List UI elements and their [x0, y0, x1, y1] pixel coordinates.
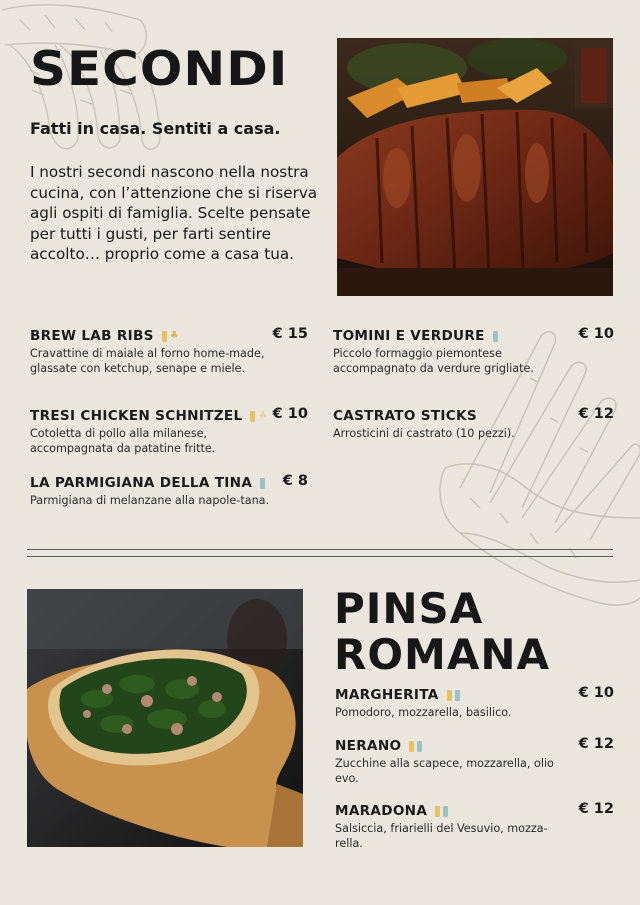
menu-item-margherita: [335, 685, 614, 720]
beer-pairing-tags: [435, 806, 448, 817]
item-price: € 15: [272, 326, 308, 342]
beer-pairing-tags: [250, 411, 267, 422]
beer-pairing-tags: [409, 741, 422, 752]
item-description: Arrosticini di castrato (10 pezzi).: [333, 427, 515, 440]
item-name: LA PARMIGIANA DELLA TINA: [30, 475, 253, 491]
menu-item-maradona: [335, 801, 614, 851]
beer-glass-icon: [162, 331, 167, 342]
item-price: € 8: [282, 473, 308, 489]
beer-glass-icon: [409, 741, 414, 752]
item-description: Piccolo formaggio piemontese accompagnato da verdure grigliate.: [333, 347, 534, 375]
item-price: € 12: [578, 406, 614, 422]
beer-glass-icon: [435, 806, 440, 817]
menu-item-brew-lab-ribs: [30, 326, 308, 376]
beer-pairing-tags: [447, 690, 460, 701]
menu-item-nerano: [335, 736, 614, 786]
item-description: Pomodoro, mozzarella, basilico.: [335, 706, 512, 719]
section-divider-bottom: [27, 556, 613, 557]
item-description: Parmigiana di melanzane alla napole-tana.: [30, 494, 270, 507]
ipa-glass-icon: [417, 741, 422, 752]
item-description: Zucchine alla scapece, mozzarella, olio evo.: [335, 757, 554, 785]
item-price: € 10: [578, 326, 614, 342]
item-name: MARADONA: [335, 803, 428, 819]
beer-glass-icon: [250, 411, 255, 422]
item-price: € 12: [578, 736, 614, 752]
item-name: TRESI CHICKEN SCHNITZEL: [30, 408, 243, 424]
beer-pairing-tags: [162, 331, 179, 342]
pinsa-romana-title: [334, 586, 550, 678]
ipa-glass-icon: [455, 690, 460, 701]
pinsa-title-line1: PINSA: [334, 584, 484, 633]
item-description: Cotoletta di pollo alla milanese, accompagnata da patatine fritte.: [30, 427, 216, 455]
item-price: € 12: [578, 801, 614, 817]
beer-glass-icon: [447, 690, 452, 701]
ipa-glass-icon: [443, 806, 448, 817]
item-price: € 10: [578, 685, 614, 701]
item-description: Salsiccia, friarielli del Vesuvio, mozza-rella.: [335, 822, 548, 850]
item-name: TOMINI E VERDURE: [333, 328, 485, 344]
menu-item-castrato-sticks: [333, 406, 614, 441]
menu-item-la-parmigiana-della-tina: [30, 473, 308, 508]
item-name: MARGHERITA: [335, 687, 439, 703]
ipa-glass-icon: [493, 331, 498, 342]
item-description: Cravattine di maiale al forno home-made, glassate con ketchup, senape e miele.: [30, 347, 265, 375]
menu-item-tresi-chicken-schnitzel: [30, 406, 308, 456]
hops-icon: ♣: [169, 330, 179, 341]
beer-pairing-tags: [493, 331, 498, 342]
beer-pairing-tags: [260, 478, 265, 489]
secondi-subtitle: Fatti in casa. Sentiti a casa.: [30, 119, 281, 138]
pinsa-title-line2: ROMANA: [334, 630, 550, 679]
item-name: NERANO: [335, 738, 402, 754]
ipa-glass-icon: [260, 478, 265, 489]
menu-item-tomini-e-verdure: [333, 326, 614, 376]
secondi-intro: I nostri secondi nascono nella nostra cucina, con l’attenzione che si riserva agli ospiti di famiglia. Scelte pensate per tutti i gusti, per farti sentire accolto… proprio come a casa tua.: [30, 163, 318, 264]
section-divider-top: [27, 549, 613, 550]
item-name: BREW LAB RIBS: [30, 328, 154, 344]
ribs-photo: [337, 38, 613, 296]
item-price: € 10: [272, 406, 308, 422]
item-name: CASTRATO STICKS: [333, 408, 477, 424]
pinsa-photo: [27, 589, 303, 847]
secondi-title: SECONDI: [30, 41, 289, 97]
hops-icon: ♣: [258, 410, 268, 421]
